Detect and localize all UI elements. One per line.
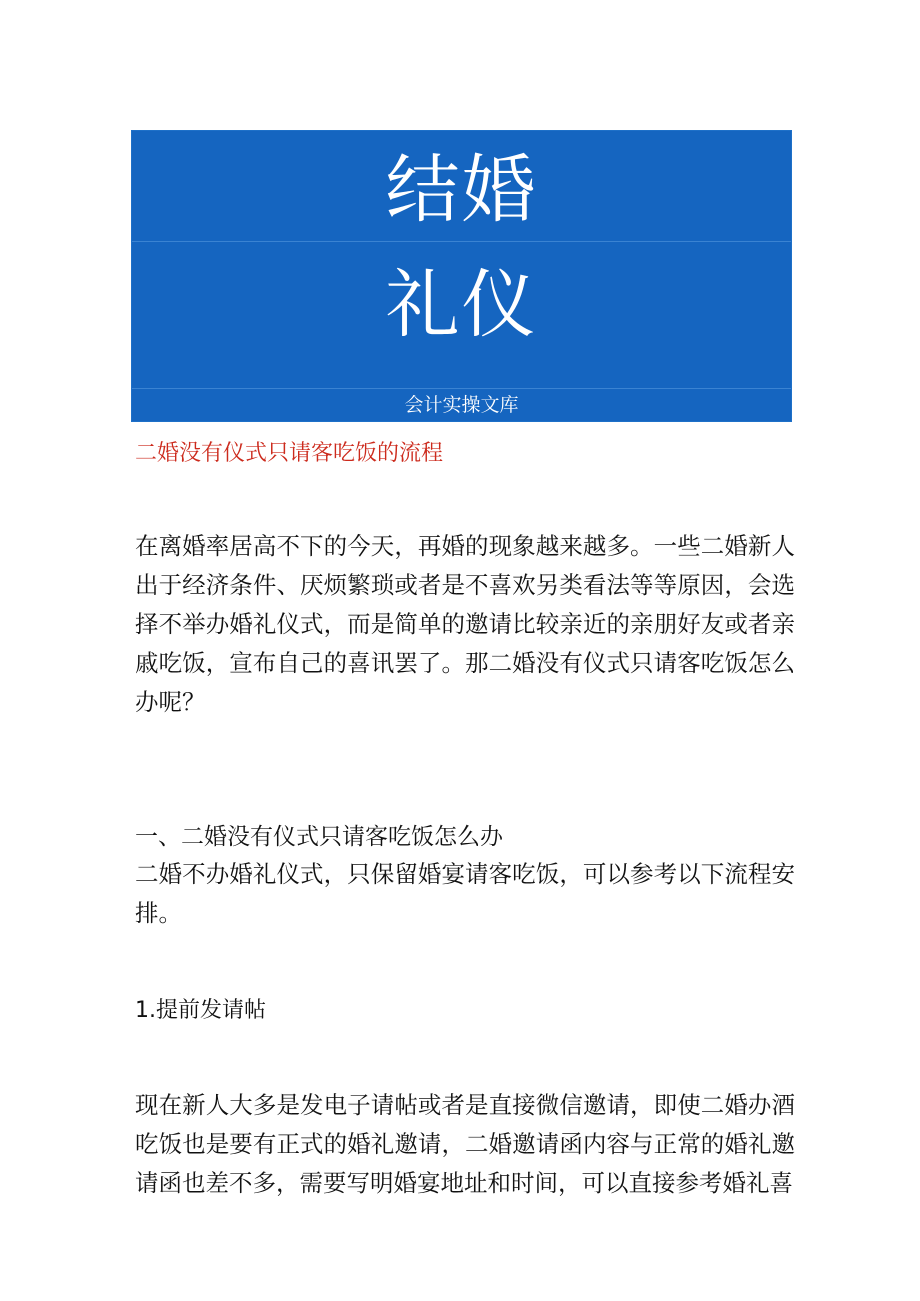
document-title: 二婚没有仪式只请客吃饭的流程 (135, 441, 444, 466)
step-1-heading: 1.提前发请帖 (135, 998, 266, 1023)
banner-title-row-1 (132, 131, 791, 241)
section-1-heading: 一、二婚没有仪式只请客吃饭怎么办 (135, 824, 503, 850)
step-1-paragraph: 现在新人大多是发电子请帖或者是直接微信邀请，即使二婚办酒吃饭也是要有正式的婚礼邀请，二婚邀请函内容与正常的婚礼邀请函也差不多，需要写明婚宴地址和时间，可以直接参考婚礼喜 (135, 1091, 795, 1197)
banner-caption-row (132, 389, 791, 422)
banner-title-line-2: 礼仪 (385, 262, 538, 348)
banner-title-row-2 (132, 242, 791, 388)
section-1-paragraph: 二婚不办婚礼仪式，只保留婚宴请客吃饭，可以参考以下流程安排。 (135, 860, 795, 927)
intro-paragraph: 在离婚率居高不下的今天，再婚的现象越来越多。一些二婚新人出于经济条件、厌烦繁琐或者是不喜欢另类看法等等原因，会选择不举办婚礼仪式，而是简单的邀请比较亲近的亲朋好友或者亲戚吃饭，宣布自己的喜讯罢了。那二婚没有仪式只请客吃饭怎么办呢？ (135, 532, 795, 716)
banner-title-line-1: 结婚 (385, 147, 538, 233)
cover-banner (131, 130, 792, 422)
banner-caption: 会计实操文库 (404, 394, 519, 416)
